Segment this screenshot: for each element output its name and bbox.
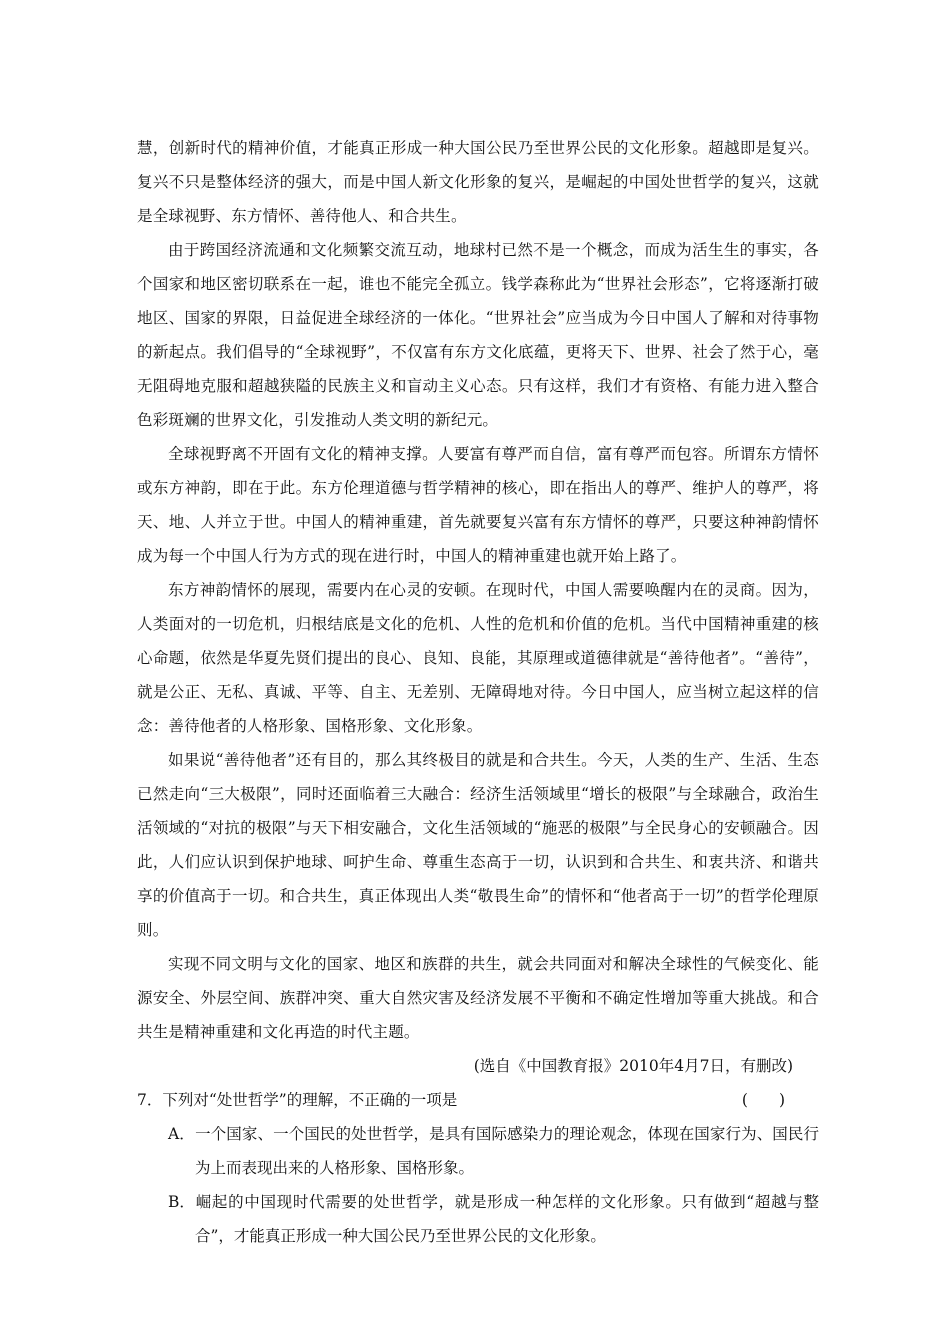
- paragraph: 全球视野离不开固有文化的精神支撑。人要富有尊严而自信，富有尊严而包容。所谓东方情怀或东方神韵，即在于此。东方伦理道德与哲学精神的核心，即在指出人的尊严、维护人的尊严，将天、地、人并立于世。中国人的精神重建，首先就要复兴富有东方情怀的尊严，只要这种神韵情怀成为每一个中国人行为方式的现在进行时，中国人的精神重建也就开始上路了。: [137, 445, 819, 565]
- option-b: [137, 1185, 819, 1253]
- source-citation: (选自《中国教育报》2010年4月7日，有删改): [473, 1057, 793, 1075]
- question-stem: 7．下列对“处世哲学”的理解，不正确的一项是: [137, 1091, 458, 1109]
- paragraph: 东方神韵情怀的展现，需要内在心灵的安顿。在现时代，中国人需要唤醒内在的灵商。因为，人类面对的一切危机，归根结底是文化的危机、人性的危机和价值的危机。当代中国精神重建的核心命题，依然是华夏先贤们提出的良心、良知、良能，其原理或道德律就是“善待他者”。“善待”，就是公正、无私、真诚、平等、自主、无差别、无障碍地对待。今日中国人，应当树立起这样的信念：善待他者的人格形象、国格形象、文化形象。: [137, 581, 819, 735]
- paragraph: 由于跨国经济流通和文化频繁交流互动，地球村已然不是一个概念，而成为活生生的事实，各个国家和地区密切联系在一起，谁也不能完全孤立。钱学森称此为“世界社会形态”，它将逐渐打破地区、国家的界限，日益促进全球经济的一体化。“世界社会”应当成为今日中国人了解和对待事物的新起点。我们倡导的“全球视野”，不仅富有东方文化底蕴，更将天下、世界、社会了然于心，毫无阻碍地克服和超越狭隘的民族主义和盲动主义心态。只有这样，我们才有资格、有能力进入整合色彩斑斓的世界文化，引发推动人类文明的新纪元。: [137, 241, 819, 429]
- paragraph: 实现不同文明与文化的国家、地区和族群的共生，就会共同面对和解决全球性的气候变化、能源安全、外层空间、族群冲突、重大自然灾害及经济发展不平衡和不确定性增加等重大挑战。和合共生是精神重建和文化再造的时代主题。: [137, 955, 819, 1041]
- paragraph: 如果说“善待他者”还有目的，那么其终极目的就是和合共生。今天，人类的生产、生活、生态已然走向“三大极限”，同时还面临着三大融合：经济生活领域里“增长的极限”与全球融合，政治生活领域的“对抗的极限”与天下相安融合，文化生活领域的“施恶的极限”与全民身心的安顿融合。因此，人们应认识到保护地球、呵护生命、尊重生态高于一切，认识到和合共生、和衷共济、和谐共享的价值高于一切。和合共生，真正体现出人类“敬畏生命”的情怀和“他者高于一切”的哲学伦理原则。: [137, 751, 819, 939]
- article-body: [137, 131, 819, 1253]
- option-letter: A．: [168, 1125, 195, 1143]
- option-text: 崛起的中国现时代需要的处世哲学，就是形成一种怎样的文化形象。只有做到“超越与整合”，才能真正形成一种大国公民乃至世界公民的文化形象。: [195, 1193, 819, 1245]
- option-letter: B．: [168, 1193, 195, 1211]
- question-7: [137, 1083, 819, 1117]
- answer-blank: ( ): [741, 1091, 785, 1109]
- option-a: [137, 1117, 819, 1185]
- paragraph-continuation: 慧，创新时代的精神价值，才能真正形成一种大国公民乃至世界公民的文化形象。超越即是复兴。复兴不只是整体经济的强大，而是中国人新文化形象的复兴，是崛起的中国处世哲学的复兴，这就是全球视野、东方情怀、善待他人、和合共生。: [137, 139, 819, 225]
- option-text: 一个国家、一个国民的处世哲学，是具有国际感染力的理论观念，体现在国家行为、国民行为上而表现出来的人格形象、国格形象。: [195, 1125, 819, 1177]
